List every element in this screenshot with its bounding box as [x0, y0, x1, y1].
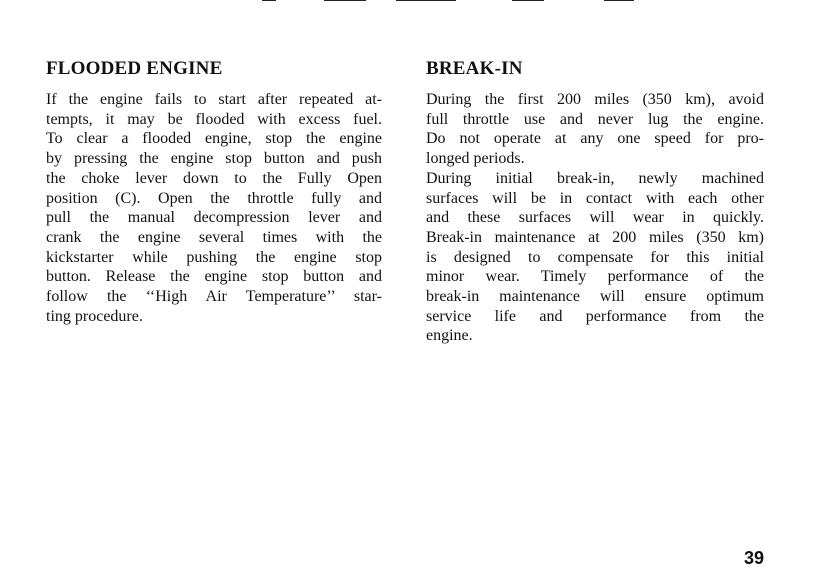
text-line: break-in maintenance will ensure optimum	[426, 288, 764, 306]
section-heading: FLOODED ENGINE	[46, 58, 223, 79]
text-line: tempts, it may be flooded with excess fuel.	[46, 110, 382, 128]
text-line: surfaces will be in contact with each other	[426, 189, 764, 207]
text-line: minor wear. Timely performance of the	[426, 268, 764, 286]
text-line: engine.	[426, 327, 473, 345]
page-number: 39	[744, 548, 765, 568]
scan-mark	[262, 0, 276, 1]
text-line: follow the ‘‘High Air Temperature’’ star-	[46, 288, 382, 306]
text-line: pull the manual decompression lever and	[46, 209, 382, 227]
text-line: button. Release the engine stop button and	[46, 268, 382, 286]
text-line: To clear a flooded engine, stop the engine	[46, 130, 382, 148]
text-line: the choke lever down to the Fully Open	[46, 169, 382, 187]
scan-mark	[396, 0, 456, 1]
text-line: full throttle use and never lug the engine.	[426, 110, 764, 128]
text-line: service life and performance from the	[426, 307, 764, 325]
text-line: by pressing the engine stop button and push	[46, 150, 382, 168]
section-body	[46, 90, 382, 326]
text-line: longed periods.	[426, 150, 525, 168]
section-heading: BREAK-IN	[426, 58, 523, 79]
text-line: position (C). Open the throttle fully and	[46, 189, 382, 207]
break-in-section	[426, 58, 764, 346]
text-line: and these surfaces will wear in quickly.	[426, 209, 764, 227]
text-line: crank the engine several times with the	[46, 228, 382, 246]
text-line: kickstarter while pushing the engine stop	[46, 248, 382, 266]
flooded-engine-section	[46, 58, 382, 326]
text-line: ting procedure.	[46, 307, 143, 325]
text-line: Break-in maintenance at 200 miles (350 km)	[426, 228, 764, 246]
text-line: is designed to compensate for this initial	[426, 248, 764, 266]
text-line: During the first 200 miles (350 km), avoid	[426, 91, 764, 108]
scan-mark	[324, 0, 366, 1]
scan-mark	[604, 0, 634, 1]
text-line: If the engine fails to start after repeated at-	[46, 91, 382, 108]
text-line: During initial break-in, newly machined	[426, 169, 764, 187]
scan-mark	[512, 0, 544, 1]
text-line: Do not operate at any one speed for pro-	[426, 130, 764, 148]
section-body	[426, 90, 764, 346]
